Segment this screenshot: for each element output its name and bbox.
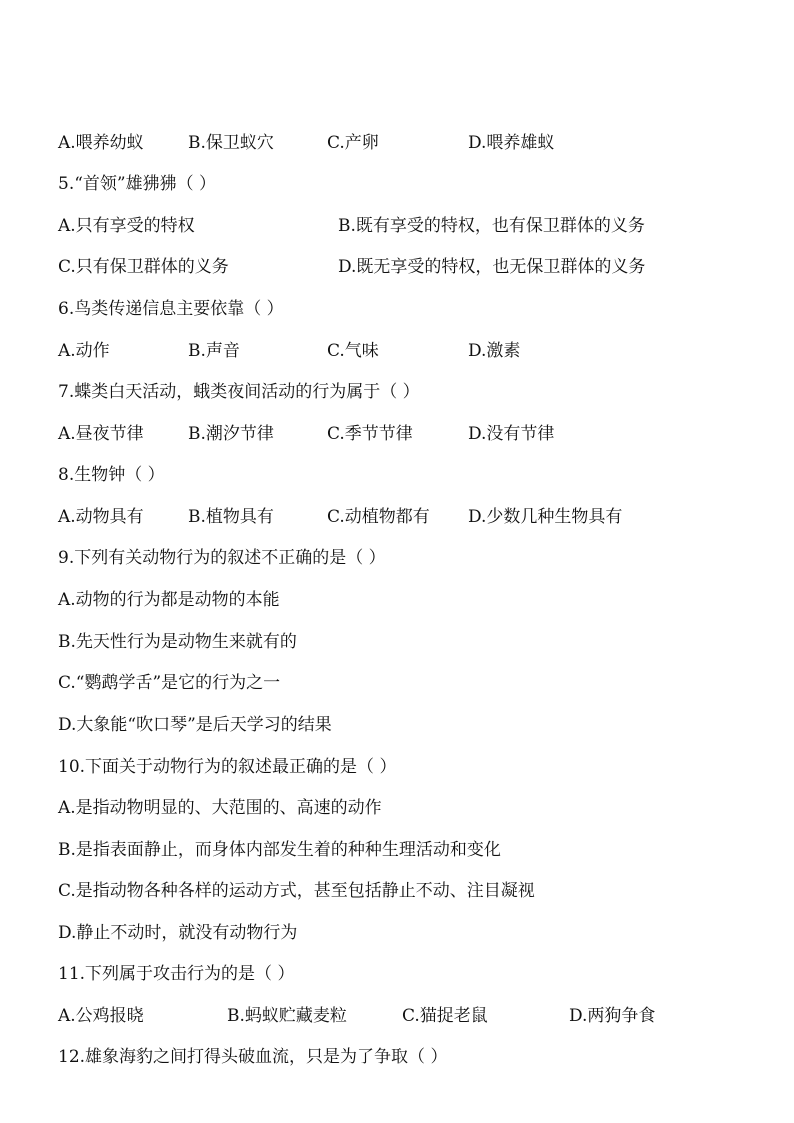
q11-option-b: B.蚂蚁贮藏麦粒 xyxy=(227,1006,347,1026)
q4-option-d: D.喂养雄蚁 xyxy=(468,133,555,153)
q5-option-c: C.只有保卫群体的义务 xyxy=(58,257,229,277)
q6-option-d: D.激素 xyxy=(468,341,521,361)
q10-option-b: B.是指表面静止，而身体内部发生着的种种生理活动和变化 xyxy=(58,840,501,860)
q12-stem: 12.雄象海豹之间打得头破血流，只是为了争取（ ） xyxy=(58,1047,448,1067)
q9-option-b: B.先天性行为是动物生来就有的 xyxy=(58,632,297,652)
q7-option-c: C.季节节律 xyxy=(327,424,413,444)
q7-option-a: A.昼夜节律 xyxy=(58,424,144,444)
q11-stem: 11.下列属于攻击行为的是（ ） xyxy=(58,964,295,984)
q9-option-a: A.动物的行为都是动物的本能 xyxy=(58,590,280,610)
q10-option-a: A.是指动物明显的、大范围的、高速的动作 xyxy=(58,798,382,818)
q9-option-c: C.“鹦鹉学舌”是它的行为之一 xyxy=(58,673,281,693)
q9-option-d: D.大象能“吹口琴”是后天学习的结果 xyxy=(58,715,332,735)
q5-option-a: A.只有享受的特权 xyxy=(58,216,195,236)
q5-stem: 5.“首领”雄狒狒（ ） xyxy=(58,174,217,194)
q10-stem: 10.下面关于动物行为的叙述最正确的是（ ） xyxy=(58,757,397,777)
q8-stem: 8.生物钟（ ） xyxy=(58,465,165,485)
q8-option-c: C.动植物都有 xyxy=(327,507,430,527)
q9-stem: 9.下列有关动物行为的叙述不正确的是（ ） xyxy=(58,548,386,568)
q5-option-b: B.既有享受的特权，也有保卫群体的义务 xyxy=(338,216,645,236)
q5-option-d: D.既无享受的特权，也无保卫群体的义务 xyxy=(338,257,646,277)
q11-option-c: C.猫捉老鼠 xyxy=(402,1006,488,1026)
q6-option-a: A.动作 xyxy=(58,341,110,361)
q8-option-b: B.植物具有 xyxy=(188,507,274,527)
q4-option-a: A.喂养幼蚁 xyxy=(58,133,144,153)
q10-option-d: D.静止不动时，就没有动物行为 xyxy=(58,923,298,943)
q11-option-d: D.两狗争食 xyxy=(569,1006,656,1026)
q6-option-c: C.气味 xyxy=(327,341,379,361)
q6-option-b: B.声音 xyxy=(188,341,240,361)
q7-stem: 7.蝶类白天活动，蛾类夜间活动的行为属于（ ） xyxy=(58,382,420,402)
q4-option-b: B.保卫蚁穴 xyxy=(188,133,274,153)
q7-option-b: B.潮汐节律 xyxy=(188,424,274,444)
q7-option-d: D.没有节律 xyxy=(468,424,555,444)
q6-stem: 6.鸟类传递信息主要依靠（ ） xyxy=(58,299,284,319)
q11-option-a: A.公鸡报晓 xyxy=(58,1006,144,1026)
q10-option-c: C.是指动物各种各样的运动方式，甚至包括静止不动、注目凝视 xyxy=(58,881,535,901)
q4-option-c: C.产卵 xyxy=(327,133,379,153)
q8-option-a: A.动物具有 xyxy=(58,507,144,527)
q8-option-d: D.少数几种生物具有 xyxy=(468,507,623,527)
